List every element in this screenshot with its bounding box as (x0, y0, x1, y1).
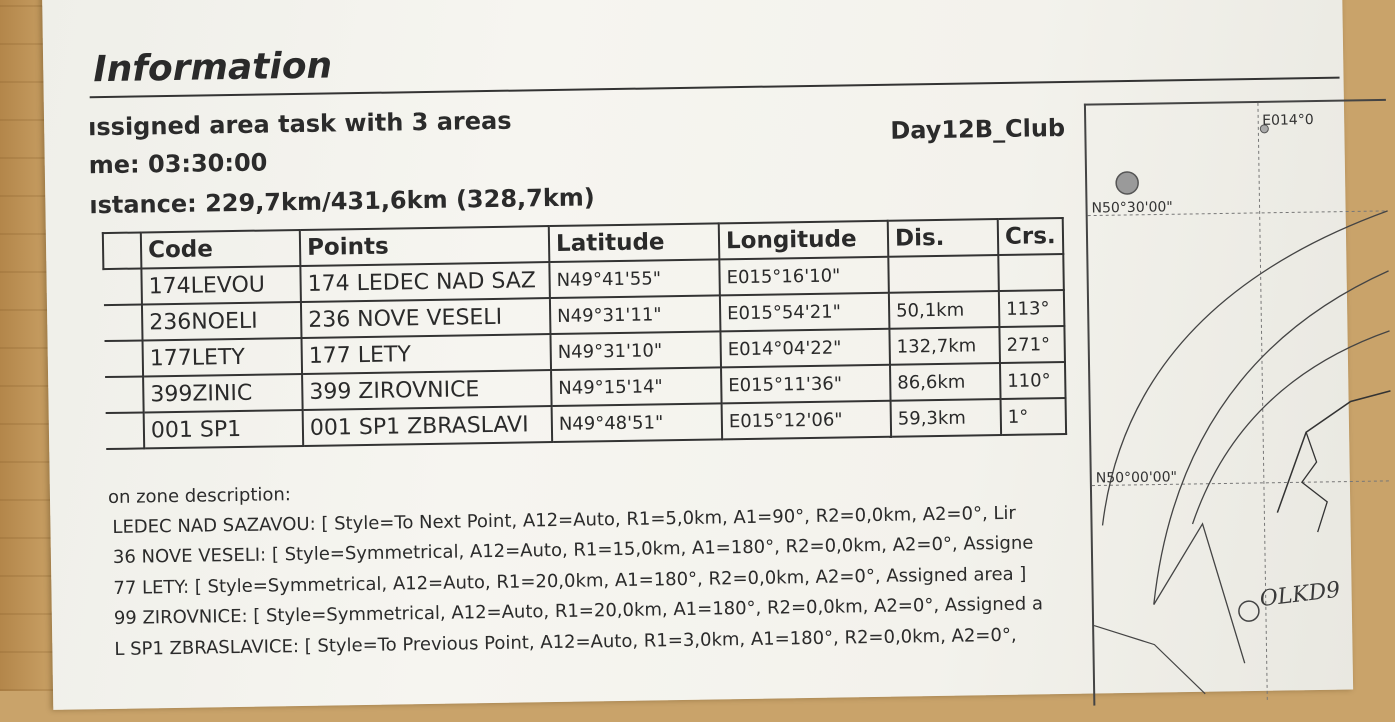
zone-description-line: L SP1 ZBRASLAVICE: [ Style=To Previous Point, A12=Auto, R1=3,0km, A1=180°, R2=0,0km, A2=0°, (114, 624, 1017, 660)
cell-dis: 59,3km (891, 399, 1002, 437)
turnpoint-table (102, 217, 1067, 450)
cell-latitude: N49°41'55" (549, 259, 720, 298)
cell-code: 236NOELI (142, 302, 302, 340)
map-latitude-label: N50°30'00" (1091, 199, 1173, 217)
cell-dis: 50,1km (889, 291, 1000, 329)
cell-code: 001 SP1 (144, 410, 304, 448)
column-header-dis: Dis. (888, 219, 999, 257)
zone-description-line: 77 LETY: [ Style=Symmetrical, A12=Auto, R1=20,0km, A1=180°, R2=0,0km, A2=0°, Assigned area ] (113, 563, 1027, 599)
cell-code: 174LEVOU (141, 266, 301, 304)
task-leg (1153, 523, 1245, 664)
task-time-line: me: 03:30:00 (88, 148, 268, 180)
map-latitude-label: N50°00'00" (1095, 469, 1178, 487)
zone-arc (1094, 624, 1205, 696)
cell-code: 177LETY (143, 338, 303, 376)
cell-point: 177 LETY (301, 334, 551, 374)
cell-crs: 110° (1000, 362, 1065, 399)
cell-longitude: E014°04'22" (720, 329, 890, 368)
printed-sheet (42, 0, 1353, 710)
column-header-latitude: Latitude (549, 223, 720, 262)
task-name: Day12B_Club (890, 113, 1066, 145)
cell-longitude: E015°16'10" (719, 257, 889, 296)
column-header-points: Points (300, 226, 550, 266)
cell-dis: 132,7km (889, 327, 1000, 365)
zone-description-line: 36 NOVE VESELI: [ Style=Symmetrical, A12=Auto, R1=15,0km, A1=180°, R2=0,0km, A2=0°, Assigne (112, 532, 1034, 568)
zone-description-line: 99 ZIROVNICE: [ Style=Symmetrical, A12=Auto, R1=20,0km, A1=180°, R2=0,0km, A2=0°, Assigned a (113, 593, 1044, 629)
task-map (1084, 99, 1395, 706)
map-longitude-label: E014°0 (1262, 112, 1314, 129)
cell-longitude: E015°11'36" (721, 365, 891, 404)
zone-description-line: LEDEC NAD SAZAVOU: [ Style=To Next Point, A12=Auto, R1=5,0km, A1=90°, R2=0,0km, A2=0°, Lir (112, 502, 1017, 538)
row-spacer (106, 412, 145, 449)
cell-longitude: E015°12'06" (722, 401, 892, 440)
cell-dis (888, 255, 999, 293)
task-distance-line: ıstance: 229,7km/431,6km (328,7km) (89, 183, 595, 220)
cell-point: 174 LEDEC NAD SAZ (300, 262, 550, 302)
column-header-crs: Crs. (998, 218, 1063, 255)
cell-latitude: N49°15'14" (551, 367, 722, 406)
airfield-marker (1116, 172, 1138, 194)
cell-crs: 1° (1001, 398, 1066, 435)
task-map-drawing (1086, 101, 1395, 706)
row-spacer (103, 268, 142, 305)
cell-crs: 271° (999, 326, 1064, 363)
cell-latitude: N49°31'10" (550, 331, 721, 370)
cell-dis: 86,6km (890, 363, 1001, 401)
section-heading: Information (92, 45, 333, 91)
zone-boundary (1275, 391, 1392, 513)
handwritten-circle (1239, 601, 1259, 621)
table-header-spacer (103, 232, 142, 269)
cell-latitude: N49°48'51" (552, 403, 723, 442)
cell-point: 001 SP1 ZBRASLAVI (303, 406, 553, 446)
zone-arc (1190, 331, 1393, 524)
cell-latitude: N49°31'11" (550, 295, 721, 334)
cell-point: 236 NOVE VESELI (301, 298, 551, 338)
row-spacer (105, 340, 144, 377)
column-header-longitude: Longitude (719, 221, 889, 260)
cell-crs: 113° (999, 290, 1064, 327)
handwritten-note: OLKD9 (1258, 577, 1342, 613)
zone-arc (1149, 271, 1394, 605)
cell-crs (998, 254, 1063, 291)
column-header-code: Code (141, 230, 301, 268)
cell-code: 399ZINIC (143, 374, 303, 412)
zone-description-title: on zone description: (107, 484, 292, 509)
task-type-line: ıssigned area task with 3 areas (87, 106, 512, 142)
cell-longitude: E015°54'21" (720, 293, 890, 332)
row-spacer (105, 376, 144, 413)
row-spacer (104, 304, 143, 341)
cell-point: 399 ZIROVNICE (302, 370, 552, 410)
